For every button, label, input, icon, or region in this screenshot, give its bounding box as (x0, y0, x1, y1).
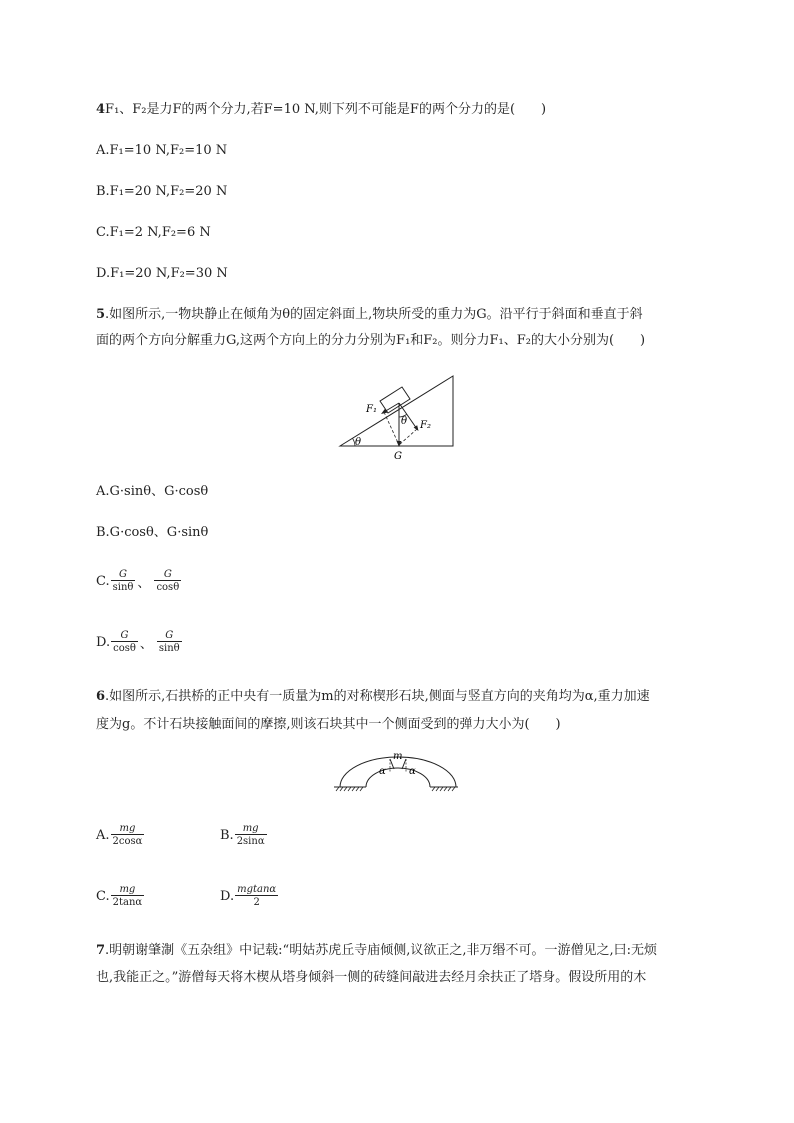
question-4-option-d: D.F₁=20 N,F₂=30 N (96, 266, 228, 281)
label-m: m (393, 751, 403, 762)
question-5-option-a: A.G·sinθ、G·cosθ (96, 484, 209, 499)
fraction: $\frac{G}{\cos\theta}$ (156, 569, 180, 593)
label-g: G (394, 451, 402, 462)
block (380, 387, 410, 413)
question-7-number: 7 (96, 943, 106, 958)
label-alpha-right: α (409, 766, 416, 777)
fraction: $\frac{mg}{2\cos\alpha}$ (112, 823, 143, 847)
question-4-option-a: A.F₁=10 N,F₂=10 N (96, 143, 228, 158)
fraction: $\frac{mg}{2\tan\alpha}$ (112, 884, 143, 908)
fraction: $\frac{G}{\cos\theta}$ (113, 630, 136, 654)
question-6-option-b: B. $\frac{mg}{2\sin\alpha}$ (220, 823, 265, 847)
label-theta-inner: θ (401, 416, 408, 427)
label-theta-base: θ (355, 437, 362, 448)
fraction: $\frac{G}{\sin\theta}$ (158, 630, 180, 654)
wedge-right-side (402, 759, 406, 769)
question-5-number: 5 (96, 307, 106, 322)
fraction: $\frac{G}{\sin\theta}$ (112, 569, 134, 593)
question-5-option-d: D. $\frac{G}{\cos\theta}$ 、 $\frac{G}{\sin\theta}$ (96, 630, 180, 654)
question-5-stem-line-2: 面的两个方向分解重力G,这两个方向上的分力分别为F₁和F₂。则分力F₁、F₂的大小分别为( ) (96, 333, 646, 348)
incline-figure (335, 370, 465, 462)
arch-bridge-figure (330, 750, 462, 798)
question-6-option-d: D. $\frac{mgtan\alpha}{2}$ (220, 884, 277, 908)
question-6-stem-line-1: 6.如图所示,石拱桥的正中央有一质量为m的对称楔形石块,侧面与竖直方向的夹角均为α,重力加速 (96, 689, 650, 704)
question-7-stem-line-1: 7.明朝谢肇淛《五杂组》中记载:“明姑苏虎丘寺庙倾侧,议欲正之,非万缗不可。一游僧见之,曰:无烦 (96, 943, 657, 958)
label-alpha-left: α (379, 766, 386, 777)
ground-hatch-left (336, 787, 363, 791)
label-f1: F₁ (366, 404, 377, 415)
ground-hatch-right (432, 787, 455, 791)
question-6-option-c: C. $\frac{mg}{2\tan\alpha}$ (96, 884, 143, 908)
inner-arch (366, 768, 430, 787)
question-4-number: 4 (96, 102, 106, 117)
question-4-option-c: C.F₁=2 N,F₂=6 N (96, 225, 211, 240)
question-7-stem-line-2: 也,我能正之。”游僧每天将木楔从塔身倾斜一侧的砖缝间敲进去经月余扶正了塔身。假设所用的木 (96, 970, 647, 985)
question-6-number: 6 (96, 689, 106, 704)
question-6-option-a: A. $\frac{mg}{2\cos\alpha}$ (96, 823, 143, 847)
dashed-line-2 (399, 429, 417, 445)
fraction: $\frac{mg}{2\sin\alpha}$ (236, 823, 265, 847)
question-5-option-c: C. $\frac{G}{\sin\theta}$ 、 $\frac{G}{\cos\theta}$ (96, 569, 180, 593)
question-4-option-b: B.F₁=20 N,F₂=20 N (96, 184, 228, 199)
label-f2: F₂ (420, 420, 431, 431)
question-5-stem-line-1: 5.如图所示,一物块静止在倾角为θ的固定斜面上,物块所受的重力为G。沿平行于斜面和垂直于斜 (96, 307, 643, 322)
question-5-option-b: B.G·cosθ、G·sinθ (96, 525, 209, 540)
question-6-stem-line-2: 度为g。不计石块接触面间的摩擦,则该石块其中一个侧面受到的弹力大小为( ) (96, 717, 561, 732)
incline-triangle (340, 376, 453, 446)
fraction: $\frac{mgtan\alpha}{2}$ (237, 884, 277, 908)
question-4-stem: 4F₁、F₂是力F的两个分力,若F=10 N,则下列不可能是F的两个分力的是( ) (96, 102, 547, 117)
dashed-line-1 (384, 412, 399, 445)
